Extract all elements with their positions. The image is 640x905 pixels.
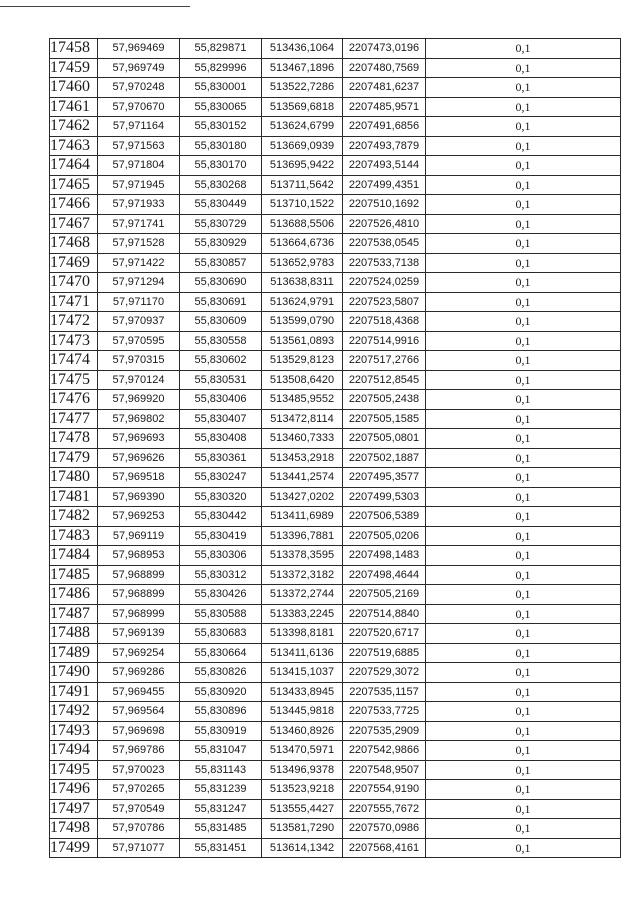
table-row bbox=[50, 585, 621, 605]
table-row bbox=[50, 624, 621, 644]
y-coordinate-cell: 2207491,6856 bbox=[343, 117, 426, 137]
table-row bbox=[50, 819, 621, 839]
longitude-cell: 55,830729 bbox=[180, 214, 262, 234]
point-number: 17459 bbox=[50, 58, 98, 78]
x-coordinate-cell: 513472,8114 bbox=[262, 409, 343, 429]
table-row bbox=[50, 273, 621, 293]
y-coordinate-cell: 2207505,1585 bbox=[343, 409, 426, 429]
accuracy-cell: 0,1 bbox=[426, 546, 621, 566]
longitude-cell: 55,830609 bbox=[180, 312, 262, 332]
y-coordinate-cell: 2207520,6717 bbox=[343, 624, 426, 644]
x-coordinate-cell: 513561,0893 bbox=[262, 331, 343, 351]
accuracy-cell: 0,1 bbox=[426, 97, 621, 117]
y-coordinate-cell: 2207529,3072 bbox=[343, 663, 426, 683]
longitude-cell: 55,830312 bbox=[180, 565, 262, 585]
point-number: 17494 bbox=[50, 741, 98, 761]
y-coordinate-cell: 2207502,1887 bbox=[343, 448, 426, 468]
point-number: 17483 bbox=[50, 526, 98, 546]
latitude-cell: 57,969626 bbox=[98, 448, 180, 468]
accuracy-cell: 0,1 bbox=[426, 429, 621, 449]
longitude-cell: 55,829871 bbox=[180, 39, 262, 59]
latitude-cell: 57,970315 bbox=[98, 351, 180, 371]
latitude-cell: 57,969698 bbox=[98, 721, 180, 741]
latitude-cell: 57,969254 bbox=[98, 643, 180, 663]
y-coordinate-cell: 2207555,7672 bbox=[343, 799, 426, 819]
table-row bbox=[50, 663, 621, 683]
accuracy-cell: 0,1 bbox=[426, 604, 621, 624]
latitude-cell: 57,970786 bbox=[98, 819, 180, 839]
x-coordinate-cell: 513555,4427 bbox=[262, 799, 343, 819]
accuracy-cell: 0,1 bbox=[426, 312, 621, 332]
table-row bbox=[50, 292, 621, 312]
latitude-cell: 57,970023 bbox=[98, 760, 180, 780]
point-number: 17480 bbox=[50, 468, 98, 488]
x-coordinate-cell: 513411,6989 bbox=[262, 507, 343, 527]
accuracy-cell: 0,1 bbox=[426, 175, 621, 195]
x-coordinate-cell: 513669,0939 bbox=[262, 136, 343, 156]
x-coordinate-cell: 513624,9791 bbox=[262, 292, 343, 312]
latitude-cell: 57,971077 bbox=[98, 838, 180, 858]
x-coordinate-cell: 513523,9218 bbox=[262, 780, 343, 800]
longitude-cell: 55,831143 bbox=[180, 760, 262, 780]
accuracy-cell: 0,1 bbox=[426, 819, 621, 839]
table-row bbox=[50, 702, 621, 722]
longitude-cell: 55,830857 bbox=[180, 253, 262, 273]
x-coordinate-cell: 513398,8181 bbox=[262, 624, 343, 644]
x-coordinate-cell: 513664,6736 bbox=[262, 234, 343, 254]
accuracy-cell: 0,1 bbox=[426, 565, 621, 585]
longitude-cell: 55,830602 bbox=[180, 351, 262, 371]
longitude-cell: 55,830683 bbox=[180, 624, 262, 644]
y-coordinate-cell: 2207548,9507 bbox=[343, 760, 426, 780]
y-coordinate-cell: 2207533,7725 bbox=[343, 702, 426, 722]
accuracy-cell: 0,1 bbox=[426, 663, 621, 683]
table-row bbox=[50, 780, 621, 800]
latitude-cell: 57,971528 bbox=[98, 234, 180, 254]
table-row bbox=[50, 156, 621, 176]
longitude-cell: 55,830690 bbox=[180, 273, 262, 293]
x-coordinate-cell: 513372,3182 bbox=[262, 565, 343, 585]
table-row bbox=[50, 721, 621, 741]
point-number: 17479 bbox=[50, 448, 98, 468]
point-number: 17495 bbox=[50, 760, 98, 780]
x-coordinate-cell: 513433,8945 bbox=[262, 682, 343, 702]
y-coordinate-cell: 2207493,5144 bbox=[343, 156, 426, 176]
x-coordinate-cell: 513372,2744 bbox=[262, 585, 343, 605]
longitude-cell: 55,830531 bbox=[180, 370, 262, 390]
x-coordinate-cell: 513427,0202 bbox=[262, 487, 343, 507]
table-row bbox=[50, 760, 621, 780]
longitude-cell: 55,830247 bbox=[180, 468, 262, 488]
point-number: 17461 bbox=[50, 97, 98, 117]
point-number: 17497 bbox=[50, 799, 98, 819]
point-number: 17487 bbox=[50, 604, 98, 624]
x-coordinate-cell: 513529,8123 bbox=[262, 351, 343, 371]
point-number: 17464 bbox=[50, 156, 98, 176]
latitude-cell: 57,970937 bbox=[98, 312, 180, 332]
x-coordinate-cell: 513470,5971 bbox=[262, 741, 343, 761]
y-coordinate-cell: 2207505,2169 bbox=[343, 585, 426, 605]
y-coordinate-cell: 2207498,4644 bbox=[343, 565, 426, 585]
coordinates-table-body bbox=[50, 39, 621, 858]
longitude-cell: 55,830929 bbox=[180, 234, 262, 254]
accuracy-cell: 0,1 bbox=[426, 39, 621, 59]
longitude-cell: 55,831239 bbox=[180, 780, 262, 800]
accuracy-cell: 0,1 bbox=[426, 58, 621, 78]
point-number: 17458 bbox=[50, 39, 98, 59]
y-coordinate-cell: 2207533,7138 bbox=[343, 253, 426, 273]
accuracy-cell: 0,1 bbox=[426, 702, 621, 722]
table-row bbox=[50, 507, 621, 527]
table-row bbox=[50, 370, 621, 390]
accuracy-cell: 0,1 bbox=[426, 507, 621, 527]
coordinates-table bbox=[49, 38, 621, 858]
x-coordinate-cell: 513453,2918 bbox=[262, 448, 343, 468]
longitude-cell: 55,830361 bbox=[180, 448, 262, 468]
latitude-cell: 57,969469 bbox=[98, 39, 180, 59]
accuracy-cell: 0,1 bbox=[426, 643, 621, 663]
accuracy-cell: 0,1 bbox=[426, 253, 621, 273]
x-coordinate-cell: 513496,9378 bbox=[262, 760, 343, 780]
latitude-cell: 57,969139 bbox=[98, 624, 180, 644]
y-coordinate-cell: 2207495,3577 bbox=[343, 468, 426, 488]
x-coordinate-cell: 513710,1522 bbox=[262, 195, 343, 215]
x-coordinate-cell: 513652,9783 bbox=[262, 253, 343, 273]
point-number: 17473 bbox=[50, 331, 98, 351]
latitude-cell: 57,970670 bbox=[98, 97, 180, 117]
y-coordinate-cell: 2207570,0986 bbox=[343, 819, 426, 839]
x-coordinate-cell: 513614,1342 bbox=[262, 838, 343, 858]
point-number: 17466 bbox=[50, 195, 98, 215]
point-number: 17496 bbox=[50, 780, 98, 800]
table-row bbox=[50, 351, 621, 371]
latitude-cell: 57,971933 bbox=[98, 195, 180, 215]
x-coordinate-cell: 513378,3595 bbox=[262, 546, 343, 566]
latitude-cell: 57,970248 bbox=[98, 78, 180, 98]
point-number: 17475 bbox=[50, 370, 98, 390]
accuracy-cell: 0,1 bbox=[426, 838, 621, 858]
y-coordinate-cell: 2207498,1483 bbox=[343, 546, 426, 566]
x-coordinate-cell: 513411,6136 bbox=[262, 643, 343, 663]
table-row bbox=[50, 604, 621, 624]
longitude-cell: 55,831485 bbox=[180, 819, 262, 839]
longitude-cell: 55,830664 bbox=[180, 643, 262, 663]
x-coordinate-cell: 513467,1896 bbox=[262, 58, 343, 78]
point-number: 17489 bbox=[50, 643, 98, 663]
latitude-cell: 57,969518 bbox=[98, 468, 180, 488]
point-number: 17481 bbox=[50, 487, 98, 507]
accuracy-cell: 0,1 bbox=[426, 117, 621, 137]
table-row bbox=[50, 487, 621, 507]
y-coordinate-cell: 2207518,4368 bbox=[343, 312, 426, 332]
y-coordinate-cell: 2207517,2766 bbox=[343, 351, 426, 371]
longitude-cell: 55,830407 bbox=[180, 409, 262, 429]
latitude-cell: 57,969390 bbox=[98, 487, 180, 507]
point-number: 17472 bbox=[50, 312, 98, 332]
table-row bbox=[50, 175, 621, 195]
accuracy-cell: 0,1 bbox=[426, 195, 621, 215]
longitude-cell: 55,830920 bbox=[180, 682, 262, 702]
point-number: 17486 bbox=[50, 585, 98, 605]
longitude-cell: 55,830001 bbox=[180, 78, 262, 98]
point-number: 17484 bbox=[50, 546, 98, 566]
y-coordinate-cell: 2207493,7879 bbox=[343, 136, 426, 156]
y-coordinate-cell: 2207524,0259 bbox=[343, 273, 426, 293]
longitude-cell: 55,830152 bbox=[180, 117, 262, 137]
x-coordinate-cell: 513436,1064 bbox=[262, 39, 343, 59]
y-coordinate-cell: 2207506,5389 bbox=[343, 507, 426, 527]
accuracy-cell: 0,1 bbox=[426, 799, 621, 819]
point-number: 17485 bbox=[50, 565, 98, 585]
accuracy-cell: 0,1 bbox=[426, 214, 621, 234]
table-row bbox=[50, 214, 621, 234]
point-number: 17460 bbox=[50, 78, 98, 98]
point-number: 17499 bbox=[50, 838, 98, 858]
table-row bbox=[50, 390, 621, 410]
point-number: 17477 bbox=[50, 409, 98, 429]
longitude-cell: 55,830406 bbox=[180, 390, 262, 410]
longitude-cell: 55,830896 bbox=[180, 702, 262, 722]
y-coordinate-cell: 2207505,2438 bbox=[343, 390, 426, 410]
latitude-cell: 57,968953 bbox=[98, 546, 180, 566]
latitude-cell: 57,968999 bbox=[98, 604, 180, 624]
latitude-cell: 57,971563 bbox=[98, 136, 180, 156]
table-row bbox=[50, 136, 621, 156]
x-coordinate-cell: 513460,7333 bbox=[262, 429, 343, 449]
longitude-cell: 55,830170 bbox=[180, 156, 262, 176]
accuracy-cell: 0,1 bbox=[426, 721, 621, 741]
latitude-cell: 57,969693 bbox=[98, 429, 180, 449]
y-coordinate-cell: 2207499,5303 bbox=[343, 487, 426, 507]
y-coordinate-cell: 2207542,9866 bbox=[343, 741, 426, 761]
y-coordinate-cell: 2207538,0545 bbox=[343, 234, 426, 254]
accuracy-cell: 0,1 bbox=[426, 526, 621, 546]
y-coordinate-cell: 2207535,2909 bbox=[343, 721, 426, 741]
longitude-cell: 55,831047 bbox=[180, 741, 262, 761]
longitude-cell: 55,830419 bbox=[180, 526, 262, 546]
longitude-cell: 55,830588 bbox=[180, 604, 262, 624]
x-coordinate-cell: 513383,2245 bbox=[262, 604, 343, 624]
accuracy-cell: 0,1 bbox=[426, 682, 621, 702]
x-coordinate-cell: 513485,9552 bbox=[262, 390, 343, 410]
point-number: 17468 bbox=[50, 234, 98, 254]
accuracy-cell: 0,1 bbox=[426, 78, 621, 98]
y-coordinate-cell: 2207514,9916 bbox=[343, 331, 426, 351]
longitude-cell: 55,830306 bbox=[180, 546, 262, 566]
latitude-cell: 57,971422 bbox=[98, 253, 180, 273]
point-number: 17469 bbox=[50, 253, 98, 273]
point-number: 17471 bbox=[50, 292, 98, 312]
latitude-cell: 57,971804 bbox=[98, 156, 180, 176]
table-row bbox=[50, 565, 621, 585]
y-coordinate-cell: 2207505,0801 bbox=[343, 429, 426, 449]
x-coordinate-cell: 513508,6420 bbox=[262, 370, 343, 390]
x-coordinate-cell: 513581,7290 bbox=[262, 819, 343, 839]
point-number: 17490 bbox=[50, 663, 98, 683]
latitude-cell: 57,969920 bbox=[98, 390, 180, 410]
y-coordinate-cell: 2207568,4161 bbox=[343, 838, 426, 858]
y-coordinate-cell: 2207480,7569 bbox=[343, 58, 426, 78]
x-coordinate-cell: 513415,1037 bbox=[262, 663, 343, 683]
table-row bbox=[50, 468, 621, 488]
point-number: 17476 bbox=[50, 390, 98, 410]
table-row bbox=[50, 409, 621, 429]
y-coordinate-cell: 2207526,4810 bbox=[343, 214, 426, 234]
x-coordinate-cell: 513460,8926 bbox=[262, 721, 343, 741]
latitude-cell: 57,968899 bbox=[98, 565, 180, 585]
accuracy-cell: 0,1 bbox=[426, 292, 621, 312]
table-row bbox=[50, 838, 621, 858]
table-row bbox=[50, 741, 621, 761]
accuracy-cell: 0,1 bbox=[426, 136, 621, 156]
y-coordinate-cell: 2207505,0206 bbox=[343, 526, 426, 546]
longitude-cell: 55,830268 bbox=[180, 175, 262, 195]
longitude-cell: 55,830826 bbox=[180, 663, 262, 683]
point-number: 17492 bbox=[50, 702, 98, 722]
header-rule bbox=[0, 6, 190, 7]
accuracy-cell: 0,1 bbox=[426, 468, 621, 488]
accuracy-cell: 0,1 bbox=[426, 585, 621, 605]
accuracy-cell: 0,1 bbox=[426, 390, 621, 410]
accuracy-cell: 0,1 bbox=[426, 741, 621, 761]
x-coordinate-cell: 513688,5506 bbox=[262, 214, 343, 234]
y-coordinate-cell: 2207554,9190 bbox=[343, 780, 426, 800]
x-coordinate-cell: 513638,8311 bbox=[262, 273, 343, 293]
table-row bbox=[50, 78, 621, 98]
table-row bbox=[50, 331, 621, 351]
point-number: 17467 bbox=[50, 214, 98, 234]
point-number: 17498 bbox=[50, 819, 98, 839]
latitude-cell: 57,969253 bbox=[98, 507, 180, 527]
accuracy-cell: 0,1 bbox=[426, 370, 621, 390]
accuracy-cell: 0,1 bbox=[426, 351, 621, 371]
accuracy-cell: 0,1 bbox=[426, 624, 621, 644]
y-coordinate-cell: 2207499,4351 bbox=[343, 175, 426, 195]
point-number: 17493 bbox=[50, 721, 98, 741]
longitude-cell: 55,830691 bbox=[180, 292, 262, 312]
point-number: 17491 bbox=[50, 682, 98, 702]
table-row bbox=[50, 448, 621, 468]
latitude-cell: 57,970595 bbox=[98, 331, 180, 351]
latitude-cell: 57,970549 bbox=[98, 799, 180, 819]
table-row bbox=[50, 643, 621, 663]
latitude-cell: 57,971741 bbox=[98, 214, 180, 234]
longitude-cell: 55,831451 bbox=[180, 838, 262, 858]
accuracy-cell: 0,1 bbox=[426, 273, 621, 293]
table-row bbox=[50, 234, 621, 254]
x-coordinate-cell: 513396,7881 bbox=[262, 526, 343, 546]
accuracy-cell: 0,1 bbox=[426, 409, 621, 429]
latitude-cell: 57,969749 bbox=[98, 58, 180, 78]
table-row bbox=[50, 253, 621, 273]
accuracy-cell: 0,1 bbox=[426, 760, 621, 780]
point-number: 17478 bbox=[50, 429, 98, 449]
longitude-cell: 55,830558 bbox=[180, 331, 262, 351]
accuracy-cell: 0,1 bbox=[426, 448, 621, 468]
latitude-cell: 57,969286 bbox=[98, 663, 180, 683]
latitude-cell: 57,969455 bbox=[98, 682, 180, 702]
table-row bbox=[50, 799, 621, 819]
latitude-cell: 57,968899 bbox=[98, 585, 180, 605]
x-coordinate-cell: 513441,2574 bbox=[262, 468, 343, 488]
latitude-cell: 57,969119 bbox=[98, 526, 180, 546]
table-row bbox=[50, 682, 621, 702]
table-row bbox=[50, 312, 621, 332]
y-coordinate-cell: 2207512,8545 bbox=[343, 370, 426, 390]
x-coordinate-cell: 513711,5642 bbox=[262, 175, 343, 195]
point-number: 17470 bbox=[50, 273, 98, 293]
y-coordinate-cell: 2207481,6237 bbox=[343, 78, 426, 98]
point-number: 17482 bbox=[50, 507, 98, 527]
x-coordinate-cell: 513624,6799 bbox=[262, 117, 343, 137]
longitude-cell: 55,830442 bbox=[180, 507, 262, 527]
longitude-cell: 55,830426 bbox=[180, 585, 262, 605]
longitude-cell: 55,831247 bbox=[180, 799, 262, 819]
point-number: 17465 bbox=[50, 175, 98, 195]
longitude-cell: 55,830065 bbox=[180, 97, 262, 117]
table-row bbox=[50, 429, 621, 449]
y-coordinate-cell: 2207510,1692 bbox=[343, 195, 426, 215]
longitude-cell: 55,830180 bbox=[180, 136, 262, 156]
y-coordinate-cell: 2207473,0196 bbox=[343, 39, 426, 59]
accuracy-cell: 0,1 bbox=[426, 780, 621, 800]
point-number: 17463 bbox=[50, 136, 98, 156]
accuracy-cell: 0,1 bbox=[426, 487, 621, 507]
longitude-cell: 55,830408 bbox=[180, 429, 262, 449]
y-coordinate-cell: 2207485,9571 bbox=[343, 97, 426, 117]
longitude-cell: 55,830449 bbox=[180, 195, 262, 215]
table-row bbox=[50, 546, 621, 566]
accuracy-cell: 0,1 bbox=[426, 156, 621, 176]
latitude-cell: 57,969802 bbox=[98, 409, 180, 429]
latitude-cell: 57,971945 bbox=[98, 175, 180, 195]
y-coordinate-cell: 2207519,6885 bbox=[343, 643, 426, 663]
latitude-cell: 57,969564 bbox=[98, 702, 180, 722]
point-number: 17488 bbox=[50, 624, 98, 644]
x-coordinate-cell: 513569,6818 bbox=[262, 97, 343, 117]
table-row bbox=[50, 117, 621, 137]
latitude-cell: 57,970265 bbox=[98, 780, 180, 800]
latitude-cell: 57,971294 bbox=[98, 273, 180, 293]
latitude-cell: 57,971170 bbox=[98, 292, 180, 312]
y-coordinate-cell: 2207535,1157 bbox=[343, 682, 426, 702]
y-coordinate-cell: 2207523,5807 bbox=[343, 292, 426, 312]
table-row bbox=[50, 195, 621, 215]
x-coordinate-cell: 513445,9818 bbox=[262, 702, 343, 722]
table-row bbox=[50, 526, 621, 546]
x-coordinate-cell: 513695,9422 bbox=[262, 156, 343, 176]
table-row bbox=[50, 97, 621, 117]
accuracy-cell: 0,1 bbox=[426, 331, 621, 351]
point-number: 17462 bbox=[50, 117, 98, 137]
accuracy-cell: 0,1 bbox=[426, 234, 621, 254]
longitude-cell: 55,829996 bbox=[180, 58, 262, 78]
x-coordinate-cell: 513599,0790 bbox=[262, 312, 343, 332]
table-row bbox=[50, 39, 621, 59]
table-row bbox=[50, 58, 621, 78]
y-coordinate-cell: 2207514,8840 bbox=[343, 604, 426, 624]
longitude-cell: 55,830320 bbox=[180, 487, 262, 507]
latitude-cell: 57,971164 bbox=[98, 117, 180, 137]
x-coordinate-cell: 513522,7286 bbox=[262, 78, 343, 98]
longitude-cell: 55,830919 bbox=[180, 721, 262, 741]
latitude-cell: 57,969786 bbox=[98, 741, 180, 761]
latitude-cell: 57,970124 bbox=[98, 370, 180, 390]
point-number: 17474 bbox=[50, 351, 98, 371]
